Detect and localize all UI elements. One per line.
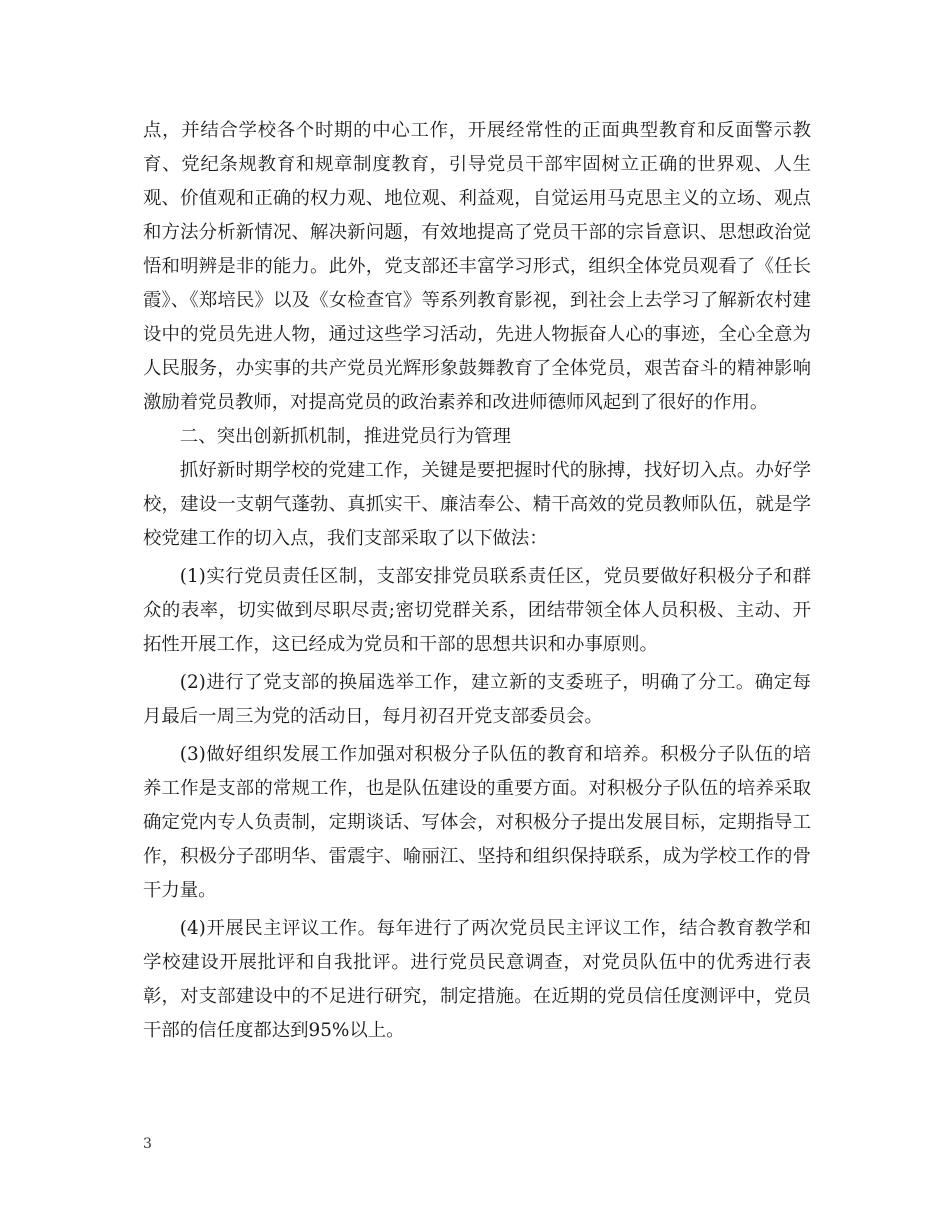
paragraph-intro-practices: 抓好新时期学校的党建工作，关键是要把握时代的脉搏，找好切入点。办好学校，建设一支朝气蓬勃、真抓实干、廉洁奉公、精干高效的党员教师队伍，就是学校党建工作的切入点，我们支部采取了以下做法： [143, 460, 811, 549]
document-body [143, 114, 811, 1048]
section-heading-mechanism: 二、突出创新抓机制，推进党员行为管理 [179, 426, 511, 447]
paragraph-item-2: (2)进行了党支部的换届选举工作，建立新的支委班子，明确了分工。确定每月最后一周三为党的活动日，每月初召开党支部委员会。 [143, 672, 811, 727]
paragraph-item-4: (4)开展民主评议工作。每年进行了两次党员民主评议工作，结合教育教学和学校建设开展批评和自我批评。进行党员民意调查，对党员队伍中的优秀进行表彰，对支部建设中的不足进行研究，制定措施。在近期的党员信任度测评中，党员干部的信任度都达到95%以上。 [143, 918, 811, 1041]
page-number: 3 [143, 1136, 152, 1152]
paragraph-education-continuation: 点，并结合学校各个时期的中心工作，开展经常性的正面典型教育和反面警示教育、党纪条规教育和规章制度教育，引导党员干部牢固树立正确的世界观、人生观、价值观和正确的权力观、地位观、利益观，自觉运用马克思主义的立场、观点和方法分析新情况、解决新问题，有效地提高了党员干部的宗旨意识、思想政治觉悟和明辨是非的能力。此外，党支部还丰富学习形式，组织全体党员观看了《任长霞》、《郑培民》以及《女检查官》等系列教育影视，到社会上去学习了解新农村建设中的党员先进人物，通过这些学习活动，先进人物振奋人心的事迹，全心全意为人民服务，办实事的共产党员光辉形象鼓舞教育了全体党员，艰苦奋斗的精神影响激励着党员教师，对提高党员的政治素养和改进师德师风起到了很好的作用。 [143, 120, 811, 413]
paragraph-item-3: (3)做好组织发展工作加强对积极分子队伍的教育和培养。积极分子队伍的培养工作是支部的常规工作，也是队伍建设的重要方面。对积极分子队伍的培养采取确定党内专人负责制，定期谈话、写体会，对积极分子提出发展目标，定期指导工作，积极分子邵明华、雷震宇、喻丽江、坚持和组织保持联系，成为学校工作的骨干力量。 [143, 744, 811, 901]
paragraph-item-1: (1)实行党员责任区制，支部安排党员联系责任区，党员要做好积极分子和群众的表率，切实做到尽职尽责;密切党群关系，团结带领全体人员积极、主动、开拓性开展工作，这已经成为党员和干部的思想共识和办事原则。 [143, 566, 811, 655]
